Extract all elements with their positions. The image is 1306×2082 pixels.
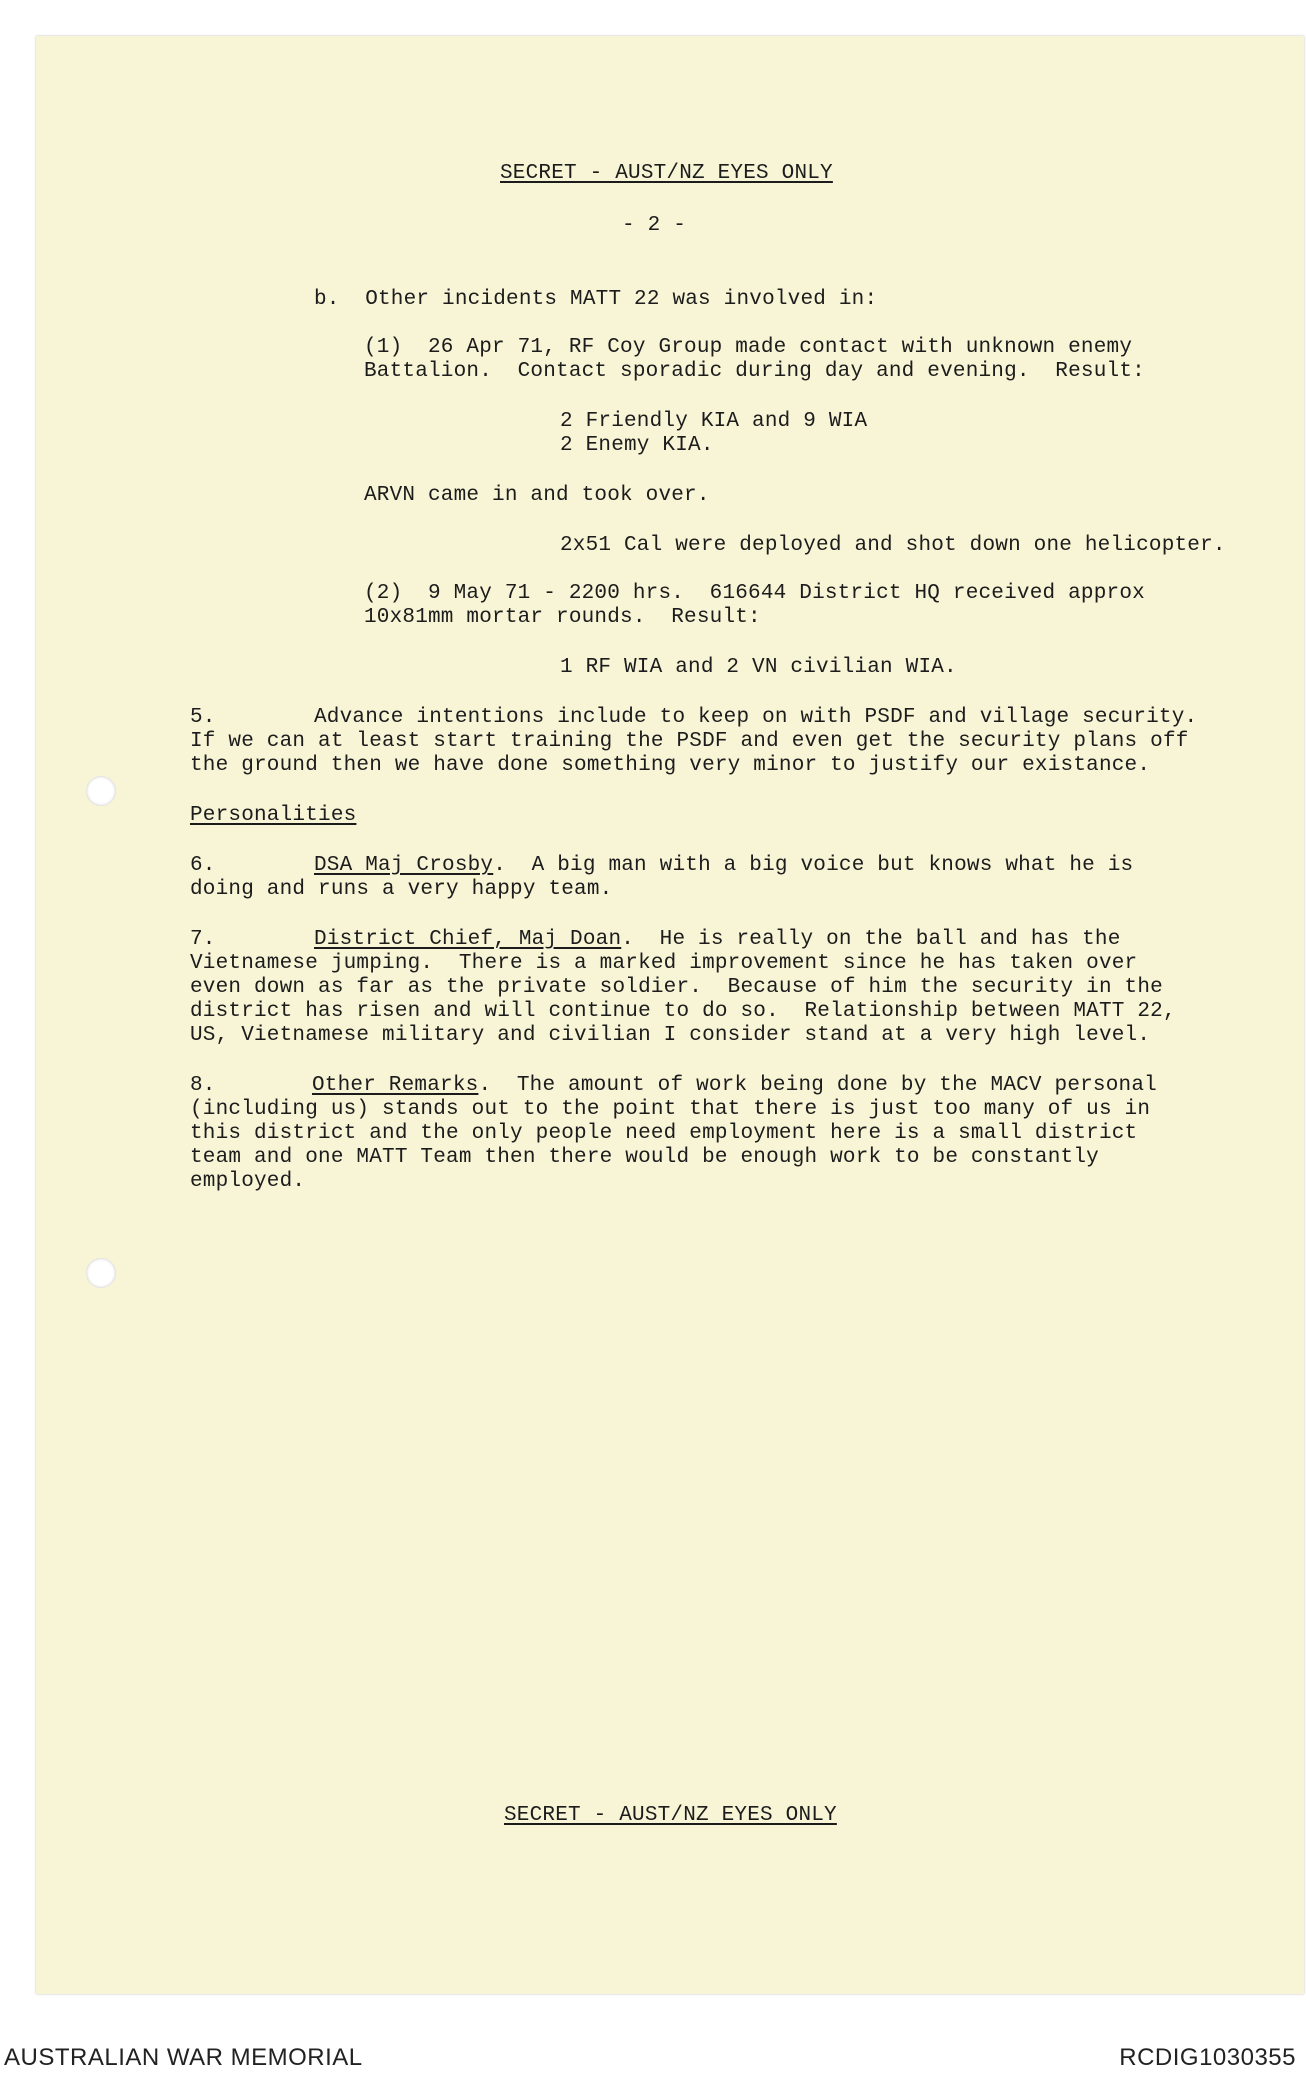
incident1-line1: (1) 26 Apr 71, RF Coy Group made contact with unknown enemy [364, 336, 1133, 359]
incident2-line1: (2) 9 May 71 - 2200 hrs. 616644 District HQ received approx [364, 582, 1145, 605]
incident1-result1: 2 Friendly KIA and 9 WIA [560, 410, 868, 433]
archive-reference: RCDIG1030355 [1119, 2044, 1296, 2071]
para7-number: 7. [190, 928, 216, 951]
para6-title: DSA Maj Crosby [314, 854, 494, 877]
page-number: - 2 - [622, 214, 687, 237]
incident1-cal: 2x51 Cal were deployed and shot down one helicopter. [560, 534, 1226, 557]
para7-title: District Chief, Maj Doan [314, 928, 622, 951]
para8-line3: this district and the only people need employment here is a small district [190, 1122, 1138, 1145]
footer-classification: SECRET - AUST/NZ EYES ONLY [504, 1804, 837, 1827]
para7-line2: Vietnamese jumping. There is a marked improvement since he has taken over [190, 952, 1138, 975]
para7-line3: even down as far as the private soldier. Because of him the security in the [190, 976, 1163, 999]
para6-line1 [314, 854, 1133, 878]
incident1-result2: 2 Enemy KIA. [560, 434, 714, 457]
punch-hole-bottom [86, 1258, 116, 1288]
para8-line5: employed. [190, 1170, 306, 1193]
punch-hole-top [86, 776, 116, 806]
para6-line1-rest: . A big man with a big voice but knows what he is [493, 854, 1134, 877]
para5-line2: If we can at least start training the PSDF and even get the security plans off [190, 730, 1189, 753]
para7-line1 [314, 928, 1121, 952]
personalities-heading: Personalities [190, 804, 357, 827]
para8-line2: (including us) stands out to the point that there is just too many of us in [190, 1098, 1151, 1121]
para7-line1-rest: . He is really on the ball and has the [621, 928, 1121, 951]
archive-institution: AUSTRALIAN WAR MEMORIAL [4, 2044, 363, 2071]
para8-line1-rest: . The amount of work being done by the MACV personal [478, 1074, 1157, 1097]
para5-line1: Advance intentions include to keep on with PSDF and village security. [314, 706, 1198, 729]
para7-line5: US, Vietnamese military and civilian I consider stand at a very high level. [190, 1024, 1151, 1047]
section-b-heading: b. Other incidents MATT 22 was involved in: [314, 288, 878, 311]
para8-line1 [312, 1074, 1157, 1098]
para6-number: 6. [190, 854, 216, 877]
header-classification: SECRET - AUST/NZ EYES ONLY [500, 162, 833, 185]
incident1-arvn: ARVN came in and took over. [364, 484, 710, 507]
para8-number: 8. [190, 1074, 216, 1097]
para6-line2: doing and runs a very happy team. [190, 878, 613, 901]
para8-line4: team and one MATT Team then there would be enough work to be constantly [190, 1146, 1099, 1169]
para5-number: 5. [190, 706, 216, 729]
para8-title: Other Remarks [312, 1074, 479, 1097]
para7-line4: district has risen and will continue to do so. Relationship between MATT 22, [190, 1000, 1176, 1023]
para5-line3: the ground then we have done something very minor to justify our existance. [190, 754, 1151, 777]
incident2-result: 1 RF WIA and 2 VN civilian WIA. [560, 656, 957, 679]
incident1-line2: Battalion. Contact sporadic during day and evening. Result: [364, 360, 1145, 383]
incident2-line2: 10x81mm mortar rounds. Result: [364, 606, 761, 629]
